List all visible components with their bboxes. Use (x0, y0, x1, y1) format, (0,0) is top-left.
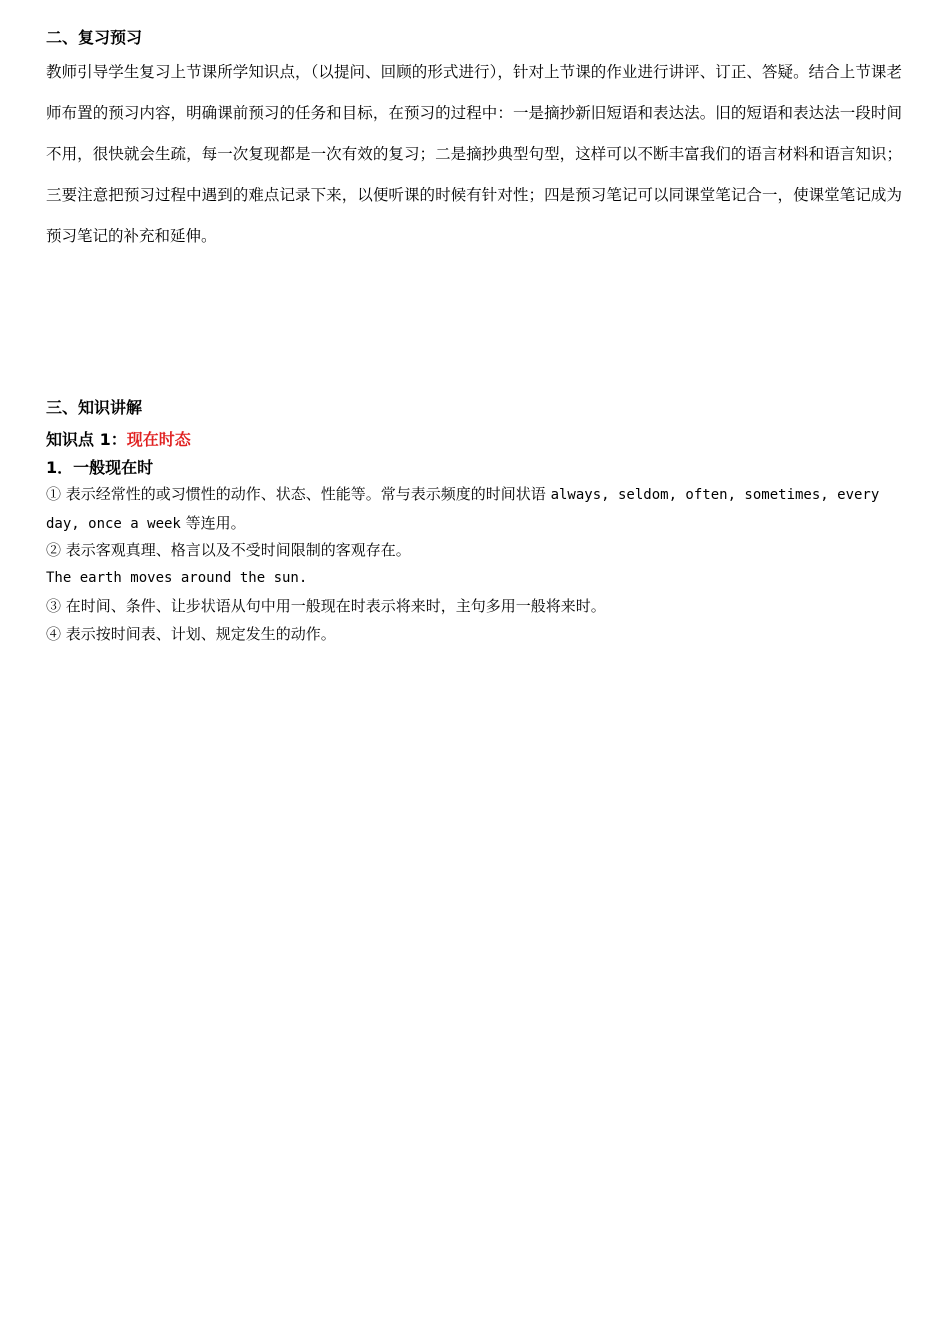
usage-item-1-marker: ① (46, 485, 62, 503)
review-paragraph: 教师引导学生复习上节课所学知识点，（以提问、回顾的形式进行），针对上节课的作业进行讲评、订正、答疑。结合上节课老师布置的预习内容，明确课前预习的任务和目标，在预习的过程中：一是摘抄新旧短语和表达法。旧的短语和表达法一段时间不用，很快就会生疏，每一次复现都是一次有效的复习；二是摘抄典型句型，这样可以不断丰富我们的语言材料和语言知识；三要注意把预习过程中遇到的难点记录下来，以便听课的时候有针对性；四是预习笔记可以同课堂笔记合一，使课堂笔记成为预习笔记的补充和延伸。 (46, 63, 902, 245)
knowledge-point-heading (46, 430, 191, 450)
example-sentence: The earth moves around the sun. (46, 570, 308, 586)
knowledge-point-label: 知识点 1： (46, 430, 127, 449)
usage-item-1-ending: 等连用。 (180, 514, 246, 532)
usage-item-3: ③ 在时间、条件、让步状语从句中用一般现在时表示将来时，主句多用一般将来时。 (46, 597, 606, 615)
usage-item-1-text: 表示经常性的或习惯性的动作、状态、性能等。常与表示频度的时间状语 (61, 485, 551, 503)
simple-present-subheading: 1．一般现在时 (46, 458, 154, 477)
usage-item-1-adverbials: always, seldom, often, sometimes, every day, once a week (46, 487, 880, 532)
knowledge-point-topic: 现在时态 (126, 430, 191, 449)
usage-item-2: ② 表示客观真理、格言以及不受时间限制的客观存在。 (46, 541, 411, 559)
usage-item-1 (46, 480, 906, 538)
section-knowledge-title: 三、知识讲解 (46, 398, 143, 417)
section-review-title: 二、复习预习 (46, 28, 143, 47)
usage-item-4: ④ 表示按时间表、计划、规定发生的动作。 (46, 625, 336, 643)
